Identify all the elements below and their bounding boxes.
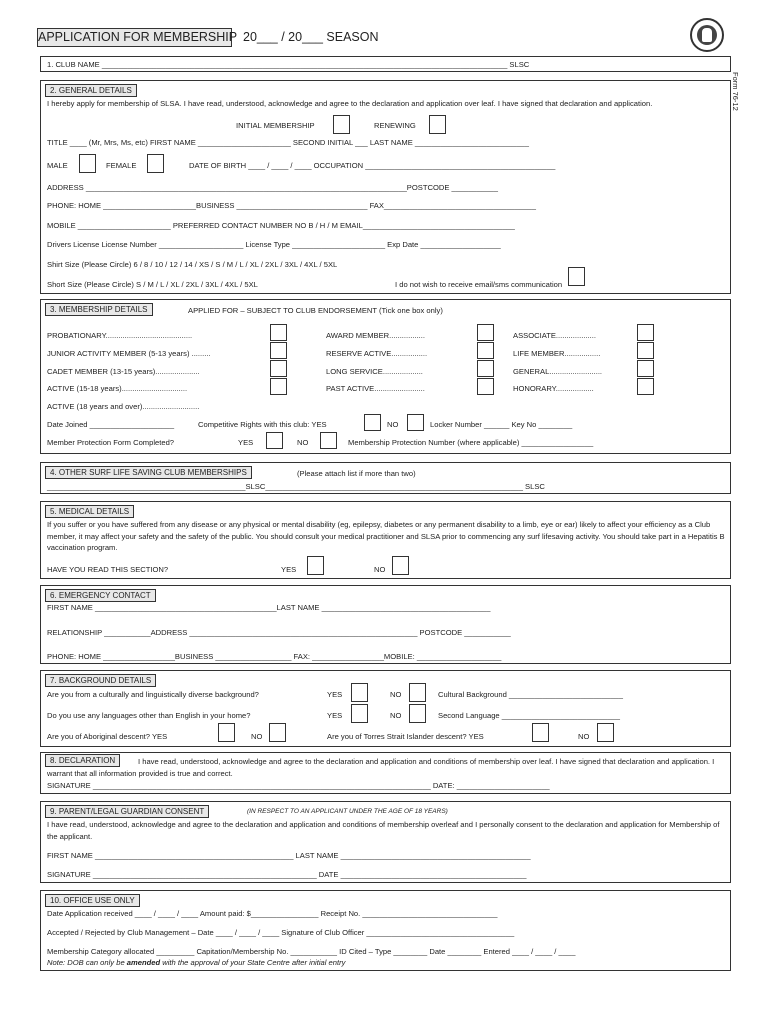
guardian-consent-section — [40, 801, 731, 883]
second-language-field[interactable]: Second Language ____________________________ — [438, 711, 621, 720]
torres-no-label: NO — [578, 732, 590, 741]
language-yes-checkbox[interactable] — [351, 704, 368, 723]
other-clubs-line[interactable]: _______________________________________________SLSC_____________________________________________________________ SLSC — [47, 482, 545, 491]
past-active-checkbox[interactable] — [477, 378, 494, 395]
applied-for-note: APPLIED FOR – SUBJECT TO CLUB ENDORSEMENT (Tick one box only) — [188, 306, 443, 315]
drivers-license-line[interactable]: Drivers License License Number ____________________ License Type ______________________ Exp Date ___________________ — [47, 240, 501, 249]
address-line[interactable]: ADDRESS ____________________________________________________________________________POSTCODE ___________ — [47, 183, 498, 192]
renewing-checkbox[interactable] — [429, 115, 446, 134]
office-accepted-line[interactable]: Accepted / Rejected by Club Management – Date ____ / ____ / ____ Signature of Club Officer ___________________________________ — [47, 928, 515, 937]
language-no-checkbox[interactable] — [409, 704, 426, 723]
probationary-checkbox[interactable] — [270, 324, 287, 341]
long-service-label: LONG SERVICE................... — [326, 367, 423, 376]
read-section-label: HAVE YOU READ THIS SECTION? — [47, 565, 169, 574]
dob-occupation-line[interactable]: DATE OF BIRTH ____ / ____ / ____ OCCUPATION _____________________________________________ — [189, 161, 556, 170]
section-header: 6. EMERGENCY CONTACT — [45, 589, 156, 602]
form-number: Form 76-12 — [731, 72, 740, 111]
cadet-checkbox[interactable] — [270, 360, 287, 377]
language-yes-label: YES — [327, 711, 343, 720]
medical-text: If you suffer or you have suffered from any disease or any physical or mental disability (eg, epilepsy, diabetes or any permanent disability to a limb, eye or ear) likely to affect your efficiency as a Club member, it may affect your safety and the safety of the public. You should consult your medical practitioner and SLSA prior to commencing any surf lifesaving activity. You should take part in a Hepatitis B vaccination program. — [47, 520, 725, 552]
background-details-section — [40, 670, 731, 747]
language-no-label: NO — [390, 711, 402, 720]
aboriginal-question: Are you of Aboriginal descent? YES — [47, 732, 168, 741]
declaration-text: I have read, understood, acknowledge and agree to the declaration and application and conditions of membership over leaf. I have signed that declaration and application. I warrant that all information provided is true and correct. — [47, 757, 715, 778]
emergency-contact-section — [40, 585, 731, 664]
competitive-no-checkbox[interactable] — [407, 414, 424, 431]
office-category-line[interactable]: Membership Category allocated _________ Capitation/Membership No. ___________ ID Cited – Type ________ Date ________ Entered ____ / ____ / ____ — [47, 947, 576, 956]
diverse-yes-label: YES — [327, 690, 343, 699]
short-size-line[interactable]: Short Size (Please Circle) S / M / L / XL / 2XL / 3XL / 4XL / 5XL — [47, 280, 258, 289]
guardian-consent-text: I have read, understood, acknowledge and agree to the declaration and application and conditions of membership overleaf and I personally consent to the declaration and application for Membership of the applicant. — [47, 820, 720, 841]
diverse-background-question: Are you from a culturally and linguistically diverse background? — [47, 690, 259, 699]
protection-number-field[interactable]: Membership Protection Number (where applicable) _________________ — [348, 438, 594, 447]
club-name-field[interactable]: 1. CLUB NAME ________________________________________________________________________________________________ SLSC — [47, 60, 530, 69]
section-header: 3. MEMBERSHIP DETAILS — [45, 303, 153, 316]
general-label: GENERAL......................... — [513, 367, 603, 376]
guardian-signature-line[interactable]: SIGNATURE _____________________________________________________ DATE ____________________________________________ — [47, 870, 527, 879]
protection-yes-label: YES — [238, 438, 254, 447]
section-header: 10. OFFICE USE ONLY — [45, 894, 140, 907]
office-received-line[interactable]: Date Application received ____ / ____ / ____ Amount paid: $________________ Receipt No. ________________________________ — [47, 909, 498, 918]
section-header: 2. GENERAL DETAILS — [45, 84, 137, 97]
probationary-label: PROBATIONARY......................................... — [47, 331, 193, 340]
section-header: 7. BACKGROUND DETAILS — [45, 674, 156, 687]
section-header: 8. DECLARATION — [45, 754, 120, 767]
locker-key-field[interactable]: Locker Number ______ Key No ________ — [430, 420, 573, 429]
active-15-18-checkbox[interactable] — [270, 378, 287, 395]
other-language-question: Do you use any languages other than English in your home? — [47, 711, 251, 720]
cadet-label: CADET MEMBER (13-15 years)..................... — [47, 367, 200, 376]
renewing-label: RENEWING — [374, 121, 416, 130]
general-intro: I hereby apply for membership of SLSA. I have read, understood, acknowledge and agree to the declaration and application over leaf. I have signed that declaration and application. — [47, 99, 653, 108]
section-header: 4. OTHER SURF LIFE SAVING CLUB MEMBERSHIPS — [45, 466, 252, 479]
medical-no-checkbox[interactable] — [392, 556, 409, 575]
protection-no-label: NO — [297, 438, 309, 447]
medical-yes-label: YES — [281, 565, 297, 574]
general-checkbox[interactable] — [637, 360, 654, 377]
date-joined-field[interactable]: Date Joined ____________________ — [47, 420, 175, 429]
aboriginal-no-label: NO — [251, 732, 263, 741]
member-protection-label: Member Protection Form Completed? — [47, 438, 175, 447]
no-email-checkbox[interactable] — [568, 267, 585, 286]
initial-membership-label: INITIAL MEMBERSHIP — [236, 121, 315, 130]
torres-no-checkbox[interactable] — [597, 723, 614, 742]
protection-yes-checkbox[interactable] — [266, 432, 283, 449]
season-label: 20___ / 20___ SEASON — [243, 30, 379, 44]
male-checkbox[interactable] — [79, 154, 96, 173]
aboriginal-no-checkbox[interactable] — [269, 723, 286, 742]
office-use-section — [40, 890, 731, 971]
long-service-checkbox[interactable] — [477, 360, 494, 377]
torres-yes-checkbox[interactable] — [532, 723, 549, 742]
competitive-yes-checkbox[interactable] — [364, 414, 381, 431]
membership-details-section — [40, 299, 731, 454]
protection-no-checkbox[interactable] — [320, 432, 337, 449]
junior-activity-label: JUNIOR ACTIVITY MEMBER (5-13 years) ......... — [47, 349, 211, 358]
competitive-rights-label: Competitive Rights with this club: YES — [198, 420, 327, 429]
other-memberships-section — [40, 462, 731, 494]
guardian-age-note: (IN RESPECT TO AN APPLICANT UNDER THE AGE OF 18 YEARS) — [247, 808, 448, 815]
medical-details-section — [40, 501, 731, 579]
emergency-name-line[interactable]: FIRST NAME ___________________________________________LAST NAME ________________________________________ — [47, 603, 491, 612]
junior-activity-checkbox[interactable] — [270, 342, 287, 359]
declaration-signature-line[interactable]: SIGNATURE ________________________________________________________________________________ DATE: ______________________ — [47, 781, 550, 790]
life-member-checkbox[interactable] — [637, 342, 654, 359]
female-checkbox[interactable] — [147, 154, 164, 173]
male-label: MALE — [47, 161, 68, 170]
diverse-yes-checkbox[interactable] — [351, 683, 368, 702]
no-email-label: I do not wish to receive email/sms communication — [395, 280, 563, 289]
attach-list-note: (Please attach list if more than two) — [297, 469, 416, 478]
slsa-logo-icon — [690, 18, 724, 52]
associate-checkbox[interactable] — [637, 324, 654, 341]
active-15-18-label: ACTIVE (15-18 years)............................... — [47, 384, 188, 393]
torres-strait-question: Are you of Torres Strait Islander descent? YES — [327, 732, 484, 741]
reserve-active-checkbox[interactable] — [477, 342, 494, 359]
office-dob-note: Note: DOB can only be amended with the approval of your State Centre after initial entry — [47, 958, 346, 967]
guardian-name-line[interactable]: FIRST NAME _______________________________________________ LAST NAME _____________________________________________ — [47, 851, 531, 860]
past-active-label: PAST ACTIVE........................ — [326, 384, 425, 393]
section-header: 5. MEDICAL DETAILS — [45, 505, 134, 518]
award-member-label: AWARD MEMBER................. — [326, 331, 426, 340]
section-header: 9. PARENT/LEGAL GUARDIAN CONSENT — [45, 805, 209, 818]
female-label: FEMALE — [106, 161, 137, 170]
medical-no-label: NO — [374, 565, 386, 574]
diverse-no-label: NO — [390, 690, 402, 699]
title-name-line[interactable]: TITLE ____ (Mr, Mrs, Ms, etc) FIRST NAME ______________________ SECOND INITIAL ___ LAST NAME ___________________________ — [47, 138, 529, 147]
life-member-label: LIFE MEMBER................. — [513, 349, 601, 358]
honorary-checkbox[interactable] — [637, 378, 654, 395]
phone-line[interactable]: PHONE: HOME ______________________BUSINESS _______________________________ FAX____________________________________ — [47, 201, 536, 210]
mobile-line[interactable]: MOBILE ______________________ PREFERRED CONTACT NUMBER NO B / H / M EMAIL____________________________________ — [47, 221, 515, 230]
emergency-phone-line[interactable]: PHONE: HOME _________________BUSINESS __________________ FAX: _________________MOBILE: ____________________ — [47, 652, 502, 661]
active-18-plus-label: ACTIVE (18 years and over)........................... — [47, 402, 200, 411]
medical-yes-checkbox[interactable] — [307, 556, 324, 575]
general-details-section — [40, 80, 731, 294]
reserve-active-label: RESERVE ACTIVE................. — [326, 349, 428, 358]
cultural-background-field[interactable]: Cultural Background ___________________________ — [438, 690, 623, 699]
honorary-label: HONORARY.................. — [513, 384, 594, 393]
emergency-address-line[interactable]: RELATIONSHIP ___________ADDRESS ______________________________________________________ POSTCODE ___________ — [47, 628, 511, 637]
shirt-size-line[interactable]: Shirt Size (Please Circle) 6 / 8 / 10 / 12 / 14 / XS / S / M / L / XL / 2XL / 3XL / 4XL / 5XL — [47, 260, 338, 269]
award-member-checkbox[interactable] — [477, 324, 494, 341]
associate-label: ASSOCIATE................... — [513, 331, 596, 340]
aboriginal-yes-checkbox[interactable] — [218, 723, 235, 742]
declaration-section — [40, 752, 731, 794]
form-title: APPLICATION FOR MEMBERSHIP — [37, 28, 232, 47]
club-name-section — [40, 56, 731, 72]
competitive-no-label: NO — [387, 420, 399, 429]
diverse-no-checkbox[interactable] — [409, 683, 426, 702]
initial-membership-checkbox[interactable] — [333, 115, 350, 134]
